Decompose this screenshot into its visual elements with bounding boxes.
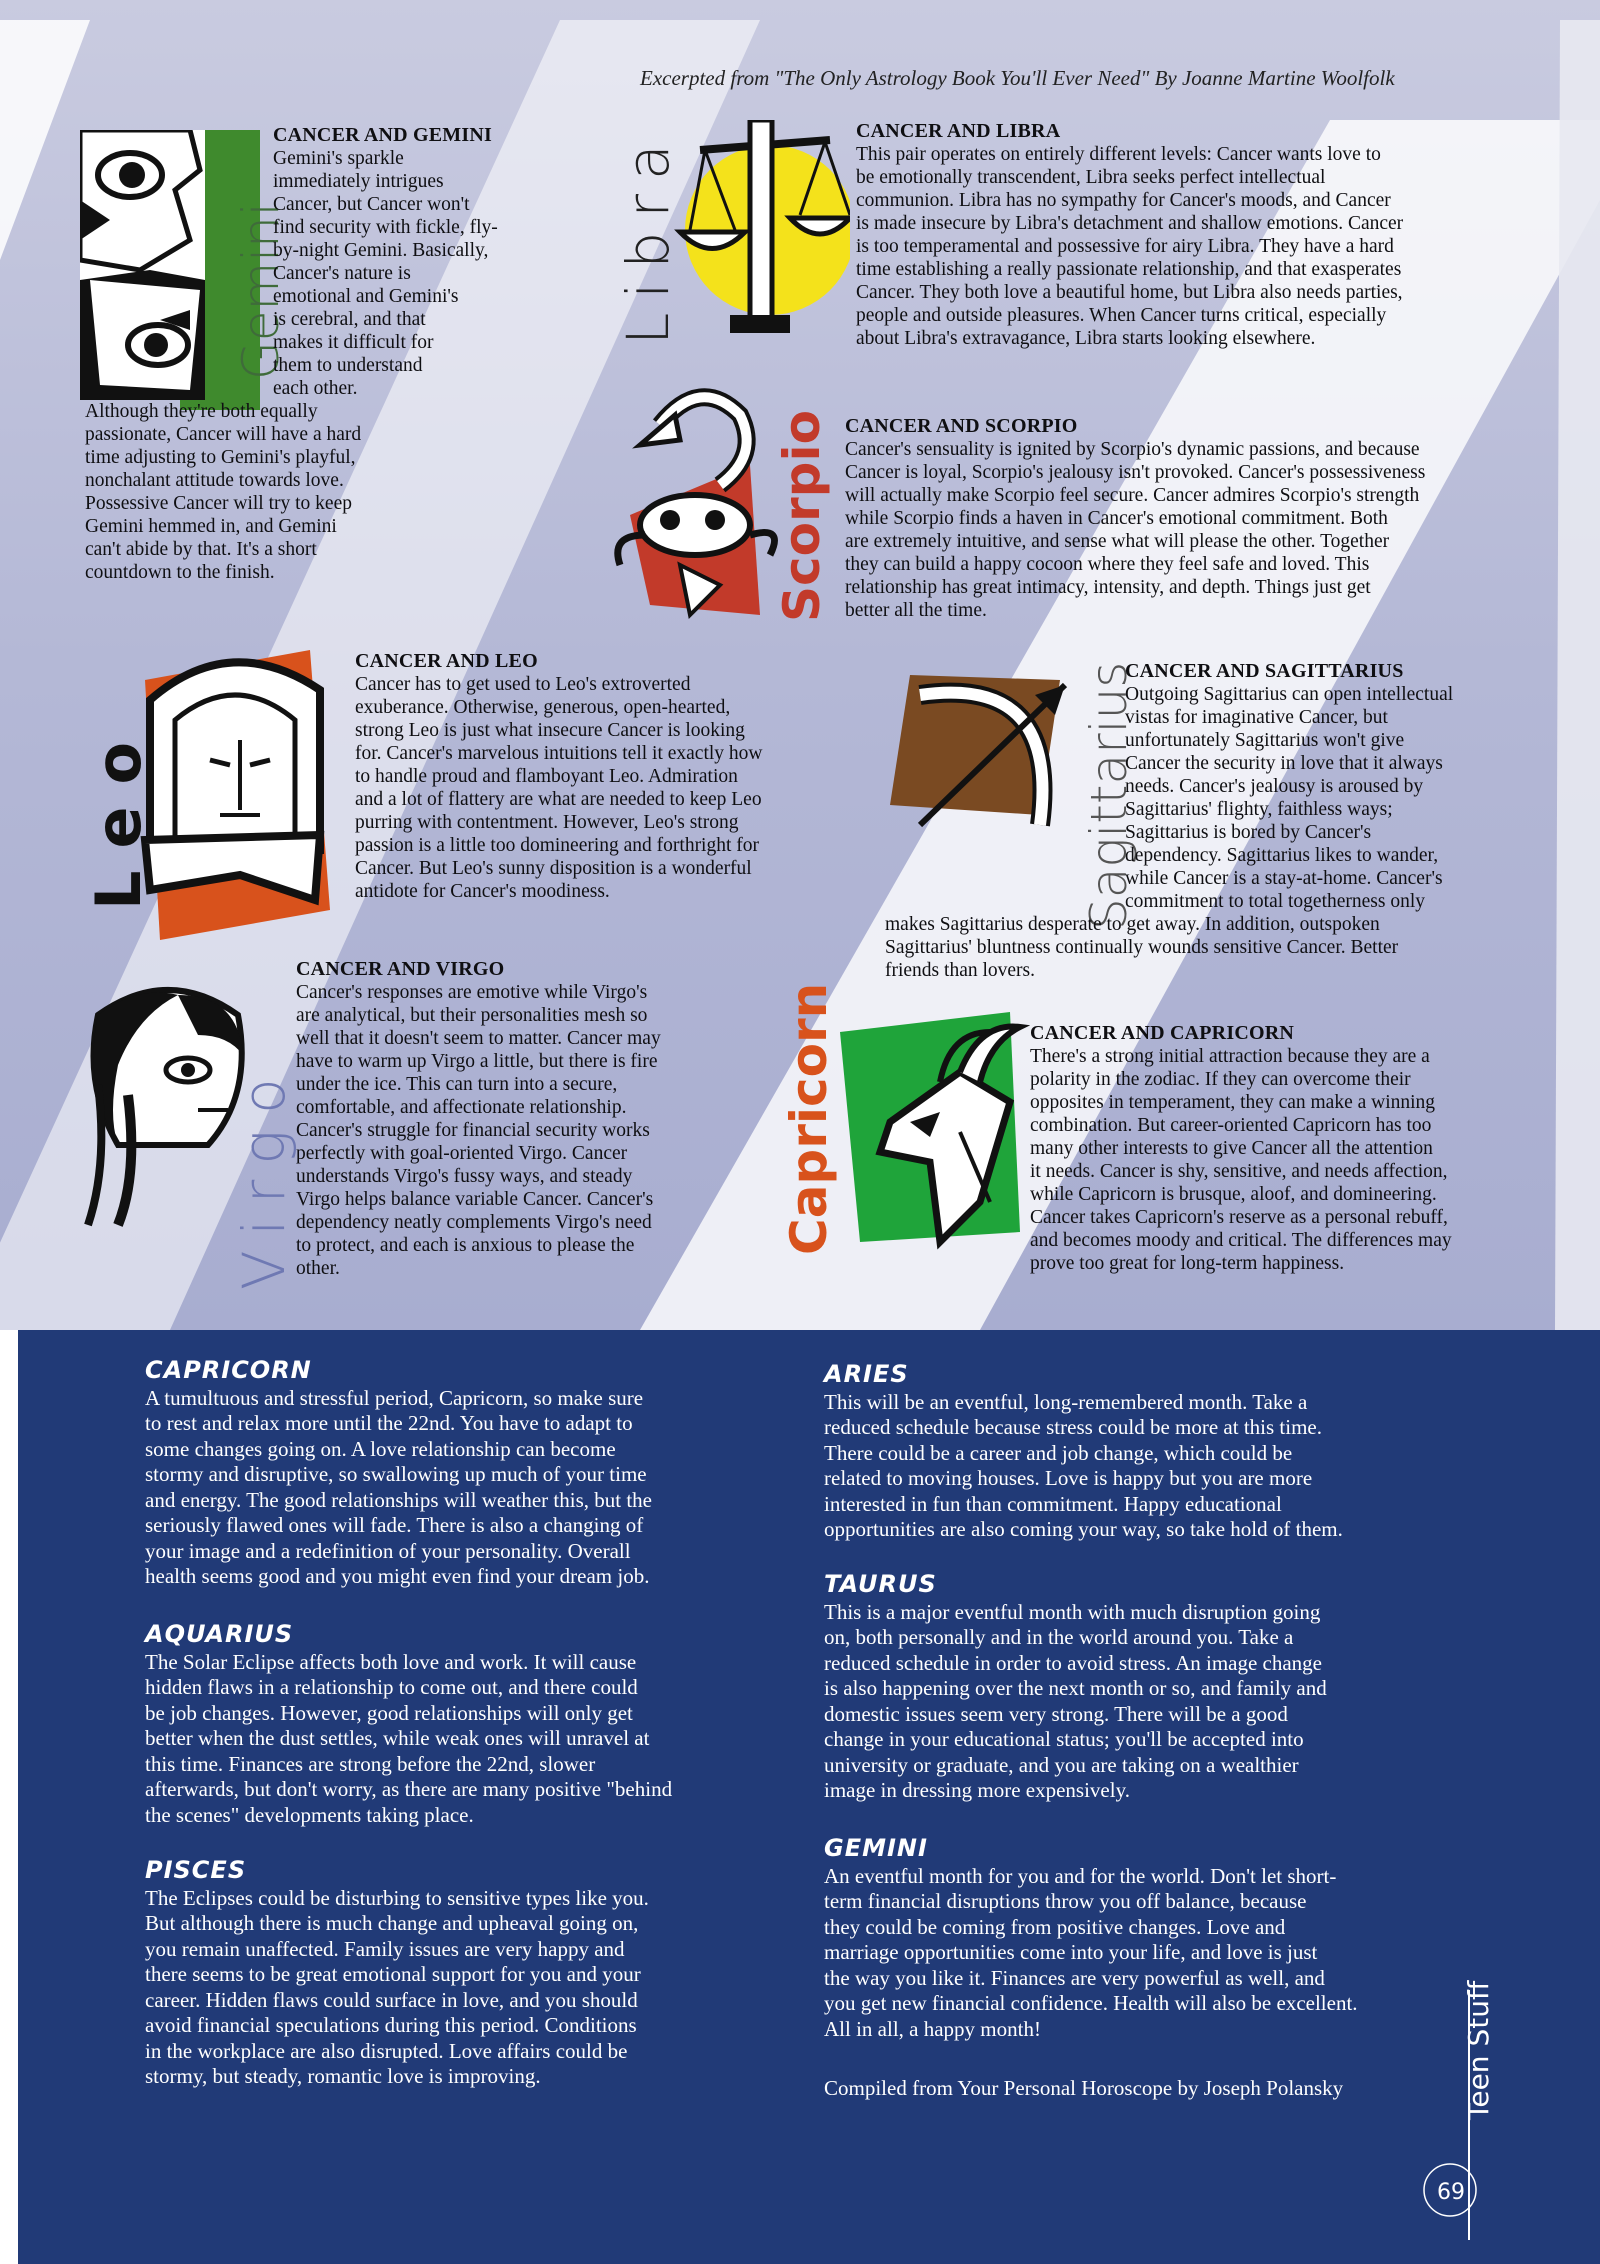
text-line: it needs. Cancer is shy, sensitive, and needs affection, bbox=[1030, 1161, 1448, 1182]
text-line: stormy, but steady, romantic love is improving. bbox=[145, 2064, 541, 2088]
sagittarius-sign-label: Sagittarius bbox=[1080, 661, 1138, 930]
text-line: friends than lovers. bbox=[885, 960, 1036, 981]
text-line: communion. Libra has no sympathy for Cancer's moods, and Cancer bbox=[856, 190, 1391, 211]
text-line: perfectly with goal-oriented Virgo. Cancer bbox=[296, 1143, 628, 1164]
text-line: prove too great for long-term happiness. bbox=[1030, 1253, 1345, 1274]
text-line: Outgoing Sagittarius can open intellectual bbox=[1125, 684, 1454, 705]
text-line: you get new financial confidence. Health will also be excellent. bbox=[824, 1991, 1358, 2015]
text-line: and a lot of flattery are what are needed to keep Leo bbox=[355, 789, 762, 810]
text-line: hidden flaws in a relationship to come out, and there could bbox=[145, 1675, 638, 1699]
text-line: they can build a happy cocoon where they feel safe and loved. This bbox=[845, 554, 1370, 575]
text-line: some changes going on. A love relationship can become bbox=[145, 1436, 616, 1461]
text-line: reduced schedule in order to avoid stress. An image change bbox=[824, 1650, 1323, 1675]
text-line: time establishing a really passionate relationship, and that exasperates bbox=[856, 259, 1402, 280]
text-line: Gemini hemmed in, and Gemini bbox=[85, 516, 337, 537]
text-line: opposites in temperament, they can make a winning bbox=[1030, 1092, 1436, 1113]
cancer-gemini-section bbox=[85, 124, 545, 584]
text-line: can't abide by that. It's a short bbox=[85, 539, 317, 560]
cancer-libra-section bbox=[856, 120, 1556, 350]
horoscope-gemini bbox=[824, 1836, 1464, 2042]
text-line: strong Leo is just what insecure Cancer is looking bbox=[355, 720, 745, 741]
text-line: countdown to the finish. bbox=[85, 562, 275, 583]
text-line: in the workplace are also disrupted. Love affairs could be bbox=[145, 2038, 628, 2063]
horoscope-sign-title: AQUARIUS bbox=[145, 1620, 294, 1648]
text-line: people and outside pleasures. When Cancer turns critical, especially bbox=[856, 305, 1387, 326]
text-line: to rest and relax more until the 22nd. You have to adapt to bbox=[145, 1411, 633, 1435]
text-line: have to warm up Virgo a little, but there is fire bbox=[296, 1051, 658, 1072]
cancer-sagittarius-section bbox=[885, 660, 1565, 982]
text-line: Gemini's sparkle bbox=[273, 148, 404, 169]
horoscope-sign-title: PISCES bbox=[145, 1856, 247, 1884]
horoscope-sign-title: GEMINI bbox=[824, 1834, 928, 1862]
text-line: them to understand bbox=[273, 355, 423, 376]
text-line: are extremely intuitive, and sense what will please the other. Together bbox=[845, 531, 1390, 552]
capricorn-icon bbox=[840, 1012, 1030, 1252]
cancer-libra-title: CANCER AND LIBRA bbox=[856, 120, 1061, 142]
text-line: term financial disruptions throw you off balance, because bbox=[824, 1889, 1307, 1913]
text-line: better when the dust settles, while weak ones will unravel at bbox=[145, 1726, 650, 1750]
text-line: well that it doesn't seem to matter. Cancer may bbox=[296, 1028, 661, 1049]
text-line: change in your educational status; you'll be accepted into bbox=[824, 1727, 1304, 1751]
horoscope-aquarius bbox=[145, 1622, 795, 1828]
cancer-scorpio-section bbox=[845, 415, 1545, 622]
text-line: Possessive Cancer will try to keep bbox=[85, 493, 352, 514]
text-line: there seems to be great emotional support for you and your bbox=[145, 1962, 641, 1986]
leo-icon bbox=[130, 650, 340, 940]
cancer-leo-section bbox=[355, 650, 875, 903]
text-line: Cancer the security in love that it always bbox=[1125, 753, 1443, 774]
text-line: passionate, Cancer will have a hard bbox=[85, 424, 362, 445]
libra-sign-label: Libra bbox=[614, 130, 682, 345]
text-line: But although there is much change and upheaval going on, bbox=[145, 1911, 639, 1935]
text-line: and energy. The good relationships will weather this, but the bbox=[145, 1487, 653, 1512]
horoscope-sign-title: TAURUS bbox=[824, 1570, 937, 1598]
cancer-leo-title: CANCER AND LEO bbox=[355, 650, 538, 672]
text-line: Cancer takes Capricorn's reserve as a personal rebuff, bbox=[1030, 1207, 1448, 1228]
text-line: There could be a career and job change, which could be bbox=[824, 1440, 1293, 1465]
horoscope-sign-title: CAPRICORN bbox=[145, 1356, 312, 1384]
text-line: comfortable, and affectionate relationship. bbox=[296, 1097, 627, 1118]
text-line: Sagittarius is bored by Cancer's bbox=[1125, 822, 1372, 843]
text-line: seriously flawed ones will fade. There is also a changing of bbox=[145, 1513, 644, 1537]
scorpio-icon bbox=[600, 385, 790, 625]
text-line: combination. But career-oriented Capricorn has too bbox=[1030, 1115, 1432, 1136]
scorpio-sign-label: Scorpio bbox=[773, 410, 831, 622]
text-line: under the ice. This can turn into a secure, bbox=[296, 1074, 618, 1095]
text-line: find security with fickle, fly- bbox=[273, 217, 498, 238]
cancer-sagittarius-title: CANCER AND SAGITTARIUS bbox=[1125, 660, 1404, 682]
text-line: purring with contentment. However, Leo's strong bbox=[355, 812, 739, 833]
text-line: There's a strong initial attraction because they are a bbox=[1030, 1046, 1430, 1067]
text-line: Sagittarius' flighty, faithless ways; bbox=[1125, 799, 1393, 820]
text-line: immediately intrigues bbox=[273, 171, 444, 192]
text-line: to protect, and each is anxious to please the bbox=[296, 1235, 635, 1256]
text-line: commitment to total togetherness only bbox=[1125, 891, 1426, 912]
text-line: Cancer is loyal, Scorpio's jealousy isn't provoked. Cancer's possessiveness bbox=[845, 462, 1426, 483]
text-line: domestic issues seem very strong. There will be a good bbox=[824, 1701, 1288, 1726]
text-line: All in all, a happy month! bbox=[824, 2016, 1041, 2041]
cancer-gemini-title: CANCER AND GEMINI bbox=[273, 124, 492, 146]
text-line: will actually make Scorpio feel secure. Cancer admires Scorpio's strength bbox=[845, 485, 1420, 506]
horoscope-aries bbox=[824, 1362, 1464, 1543]
cancer-virgo-title: CANCER AND VIRGO bbox=[296, 958, 505, 980]
text-line: related to moving houses. Love is happy but you are more bbox=[824, 1466, 1313, 1490]
text-line: is also happening over the next month or so, and family and bbox=[824, 1676, 1327, 1700]
text-line: polarity in the zodiac. If they can overcome their bbox=[1030, 1069, 1411, 1090]
text-line: vistas for imaginative Cancer, but bbox=[1125, 707, 1388, 728]
gemini-sign-label: Gemini bbox=[232, 202, 290, 380]
text-line: emotional and Gemini's bbox=[273, 286, 459, 307]
text-line: Cancer's nature is bbox=[273, 263, 411, 284]
text-line: they could be coming from positive changes. Love and bbox=[824, 1914, 1286, 1939]
text-line: on, both personally and in the world around you. Take a bbox=[824, 1625, 1294, 1649]
text-line: image in dressing more expensively. bbox=[824, 1778, 1130, 1802]
text-line: this time. Finances are strong before the 22nd, slower bbox=[145, 1751, 596, 1776]
text-line: Cancer has to get used to Leo's extroverted bbox=[355, 674, 691, 695]
text-line: Cancer's sensuality is ignited by Scorpio's dynamic passions, and because bbox=[845, 439, 1420, 460]
text-line: exuberance. Otherwise, generous, open-hearted, bbox=[355, 697, 731, 718]
text-line: A tumultuous and stressful period, Capricorn, so make sure bbox=[145, 1385, 644, 1410]
text-line: The Eclipses could be disturbing to sensitive types like you. bbox=[145, 1885, 649, 1910]
text-line: is made insecure by Libra's detachment and shallow emotions. Cancer bbox=[856, 213, 1404, 234]
text-line: Sagittarius' bluntness continually wounds sensitive Cancer. Better bbox=[885, 937, 1399, 958]
text-line: are analytical, but their personalities mesh so bbox=[296, 1005, 648, 1026]
cancer-virgo-section bbox=[296, 958, 756, 1280]
text-line: Cancer. But Leo's sunny disposition is a wonderful bbox=[355, 858, 752, 879]
text-line: other. bbox=[296, 1258, 340, 1279]
text-line: avoid financial speculations during this period. Conditions bbox=[145, 2013, 637, 2037]
text-line: relationship has great intimacy, intensity, and depth. Things just get bbox=[845, 577, 1371, 598]
text-line: Cancer's struggle for financial security works bbox=[296, 1120, 650, 1141]
text-line: by-night Gemini. Basically, bbox=[273, 240, 489, 261]
text-line: your image and a redefinition of your personality. Overall bbox=[145, 1538, 631, 1563]
text-line: makes it difficult for bbox=[273, 332, 434, 353]
text-line: the way you like it. Finances are very powerful as well, and bbox=[824, 1965, 1325, 1990]
text-line: An eventful month for you and for the world. Don't let short- bbox=[824, 1863, 1337, 1888]
text-line: Virgo helps balance variable Cancer. Cancer's bbox=[296, 1189, 654, 1210]
virgo-sign-label: Virgo bbox=[230, 1062, 298, 1290]
text-line: about Libra's extravagance, Libra starts looking elsewhere. bbox=[856, 328, 1316, 349]
text-line: Cancer. They both love a beautiful home, but Libra also needs parties, bbox=[856, 282, 1403, 303]
text-line: understands Virgo's fussy ways, and steady bbox=[296, 1166, 633, 1187]
text-line: unfortunately Sagittarius won't give bbox=[1125, 730, 1405, 751]
text-line: This is a major eventful month with much disruption going bbox=[824, 1599, 1321, 1624]
text-line: be emotionally transcendent, Libra seeks perfect intellectual bbox=[856, 167, 1326, 188]
text-line: The Solar Eclipse affects both love and work. It will cause bbox=[145, 1649, 637, 1674]
text-line: university or graduate, and you are taking on a wealthier bbox=[824, 1752, 1299, 1777]
text-line: antidote for Cancer's moodiness. bbox=[355, 881, 610, 902]
cancer-capricorn-title: CANCER AND CAPRICORN bbox=[1030, 1022, 1294, 1044]
text-line: time adjusting to Gemini's playful, bbox=[85, 447, 356, 468]
text-line: is too temperamental and possessive for airy Libra. They have a hard bbox=[856, 236, 1394, 257]
leo-sign-label: Leo bbox=[82, 719, 155, 910]
horoscope-taurus bbox=[824, 1572, 1464, 1804]
text-line: while Cancer is a stay-at-home. Cancer's bbox=[1125, 868, 1443, 889]
text-line: makes Sagittarius desperate to get away. In addition, outspoken bbox=[885, 914, 1380, 935]
text-line: nonchalant attitude towards love. bbox=[85, 470, 344, 491]
text-line: to handle proud and flamboyant Leo. Admiration bbox=[355, 766, 738, 787]
compiled-credit: Compiled from Your Personal Horoscope by Joseph Polansky bbox=[824, 2076, 1344, 2100]
capricorn-sign-label: Capricorn bbox=[780, 982, 838, 1255]
excerpt-credit: Excerpted from "The Only Astrology Book You'll Ever Need" By Joanne Martine Woolfolk bbox=[640, 66, 1395, 90]
cancer-capricorn-section bbox=[1030, 1022, 1570, 1275]
text-line: each other. bbox=[273, 378, 358, 399]
text-line: and becomes moody and critical. The differences may bbox=[1030, 1230, 1452, 1251]
text-line: for. Cancer's marvelous intuitions tell it exactly how bbox=[355, 743, 763, 764]
text-line: you remain unaffected. Family issues are very happy and bbox=[145, 1936, 625, 1961]
cancer-scorpio-title: CANCER AND SCORPIO bbox=[845, 415, 1078, 437]
text-line: This pair operates on entirely different levels: Cancer wants love to bbox=[856, 144, 1381, 165]
text-line: is cerebral, and that bbox=[273, 309, 426, 330]
text-line: while Capricorn is brusque, aloof, and domineering. bbox=[1030, 1184, 1437, 1205]
text-line: while Scorpio finds a haven in Cancer's emotional commitment. Both bbox=[845, 508, 1388, 529]
text-line: Cancer, but Cancer won't bbox=[273, 194, 470, 215]
text-line: opportunities are also coming your way, so take hold of them. bbox=[824, 1517, 1343, 1541]
horoscope-pisces bbox=[145, 1858, 795, 2090]
text-line: dependency. Sagittarius likes to wander, bbox=[1125, 845, 1439, 866]
horoscope-capricorn bbox=[145, 1358, 795, 1590]
text-line: needs. Cancer's jealousy is aroused by bbox=[1125, 776, 1424, 797]
horoscope-sign-title: ARIES bbox=[824, 1360, 909, 1388]
text-line: many other interests to give Cancer all the attention bbox=[1030, 1138, 1433, 1159]
text-line: stormy and disruptive, so swallowing up much of your time bbox=[145, 1462, 647, 1486]
text-line: interested in fun than commitment. Happy educational bbox=[824, 1491, 1282, 1516]
text-line: career. Hidden flaws could surface in love, and you should bbox=[145, 1987, 638, 2012]
text-line: passion is a little too domineering and forthright for bbox=[355, 835, 760, 856]
text-line: dependency neatly complements Virgo's need bbox=[296, 1212, 652, 1233]
page-number: 69 bbox=[1437, 2180, 1465, 2205]
text-line: marriage opportunities come into your life, and love is just bbox=[824, 1940, 1318, 1964]
text-line: be job changes. However, good relationships will only get bbox=[145, 1700, 633, 1725]
text-line: This will be an eventful, long-remembered month. Take a bbox=[824, 1389, 1308, 1414]
text-line: health seems good and you might even find your dream job. bbox=[145, 1564, 650, 1588]
text-line: Although they're both equally bbox=[85, 401, 318, 422]
magazine-name: Teen Stuff bbox=[1462, 1980, 1495, 2120]
text-line: Cancer's responses are emotive while Virgo's bbox=[296, 982, 648, 1003]
text-line: better all the time. bbox=[845, 600, 987, 621]
text-line: the scenes" developments taking place. bbox=[145, 1802, 474, 1827]
text-line: reduced schedule because stress could be more at this time. bbox=[824, 1415, 1322, 1439]
text-line: afterwards, but don't worry, as there are many positive "behind bbox=[145, 1777, 673, 1801]
